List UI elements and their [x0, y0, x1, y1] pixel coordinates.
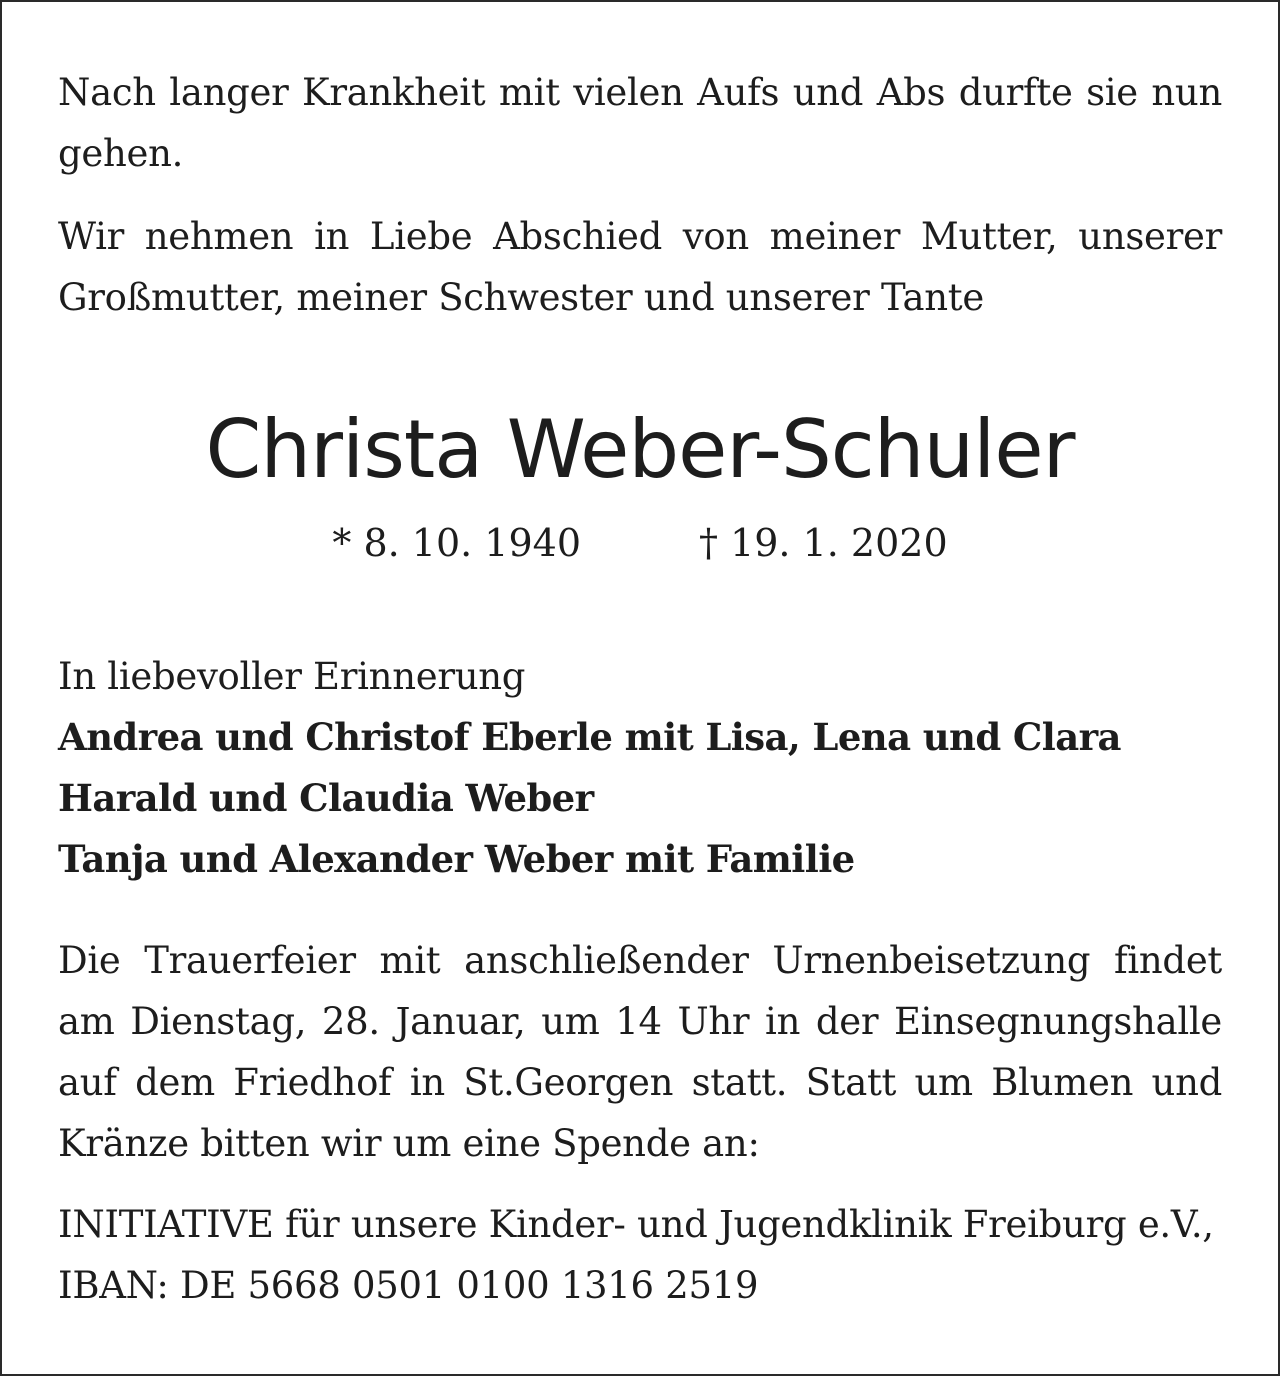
- mourner-line: Andrea und Christof Eberle mit Lisa, Lena und Clara: [58, 715, 1121, 759]
- ceremony-paragraph: Die Trauerfeier mit anschließender Urnenbeisetzung findet am Dienstag, 28. Januar, um 14 Uhr in der Einsegnungshalle auf dem Friedhof in St.Georgen statt. Statt um Blumen und Kränze bitten wir um eine Spende an:: [58, 939, 1222, 1165]
- farewell-paragraph: Wir nehmen in Liebe Abschied von meiner Mutter, unserer Großmutter, meiner Schwester und unserer Tante: [58, 215, 1222, 319]
- intro-paragraph: Nach langer Krankheit mit vielen Aufs und Abs durfte sie nun gehen.: [58, 71, 1222, 175]
- deceased-name: Christa Weber-Schuler: [205, 403, 1075, 496]
- death-date: † 19. 1. 2020: [699, 521, 948, 565]
- memory-section: [58, 646, 1222, 890]
- birth-date: * 8. 10. 1940: [332, 521, 581, 565]
- mourner-line: Harald und Claudia Weber: [58, 776, 594, 820]
- donation-iban: IBAN: DE 5668 0501 0100 1316 2519: [58, 1264, 759, 1307]
- mourner-line: Tanja und Alexander Weber mit Familie: [58, 837, 855, 881]
- donation-section: [58, 1194, 1222, 1316]
- donation-organization: INITIATIVE für unsere Kinder- und Jugendklinik Freiburg e.V.,: [58, 1203, 1214, 1246]
- memory-heading: In liebevoller Erinnerung: [58, 655, 526, 698]
- life-dates: [58, 512, 1222, 574]
